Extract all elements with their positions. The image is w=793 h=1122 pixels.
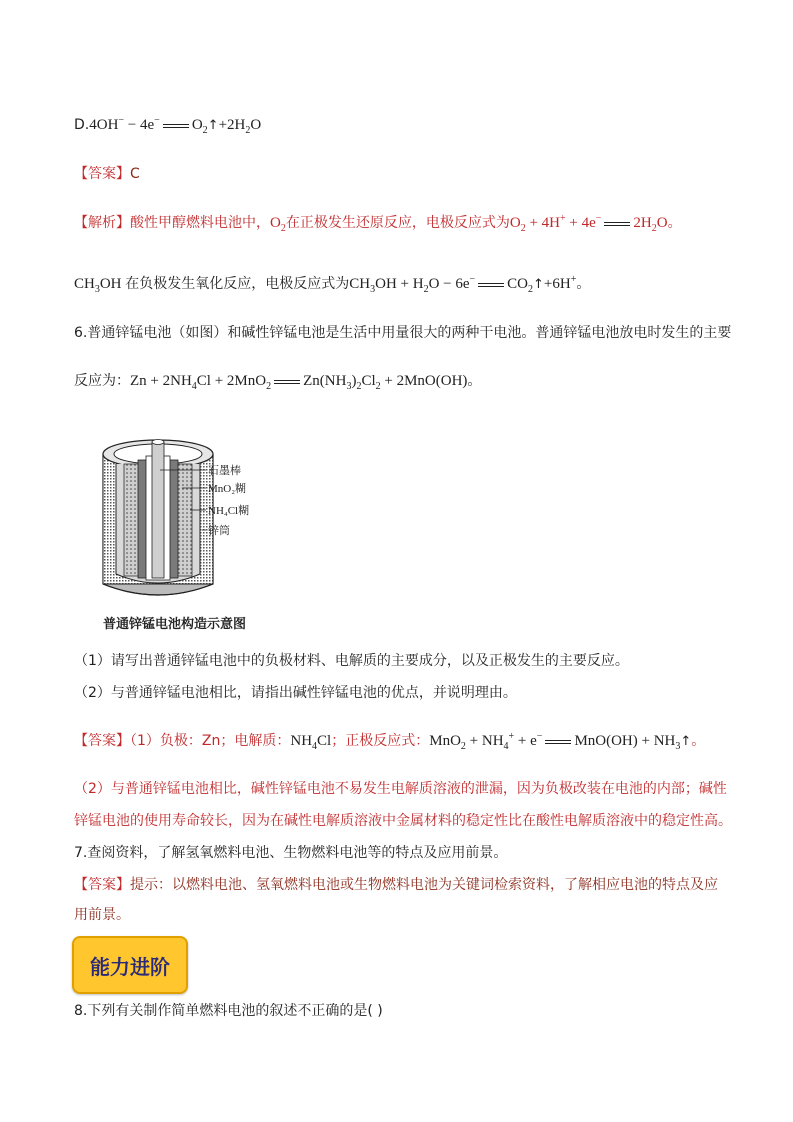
answer-tag: 【答案】 (74, 166, 130, 182)
label-nh4cl-paste: NH₄Cl糊 (208, 505, 250, 517)
q6-stem-suffix: 。 (467, 373, 482, 389)
q6-stem-prefix: 反应为： (74, 373, 130, 389)
q6-sub1: （1）请写出普通锌锰电池中的负极材料、电解质的主要成分，以及正极发生的主要反应。 (74, 653, 629, 669)
q5-analysis: 【解析】酸性甲醇燃料电池中，$O_2$在正极发生还原反应，电极反应式为$O_2 + 4H^+ + 4e^-$ $2H_2O$。 (74, 213, 682, 234)
q6-stem-line2: 反应为：$Zn + 2NH_4Cl + 2MnO_2$ $Zn(NH_3)_2Cl_2 + 2MnO(OH)$。 (74, 373, 482, 392)
label-zinc-can: 锌筒 (208, 525, 230, 537)
analysis-text: 。 (576, 276, 591, 292)
answer-text: 。 (691, 733, 706, 749)
q6-answer-line2: （2）与普通锌锰电池相比，碱性锌锰电池不易发生电解质溶液的泄漏，因为负极改装在电池的内部；碱性 (74, 781, 727, 797)
analysis-text: 在负极发生氧化反应，电极反应式为 (125, 276, 350, 292)
answer-text: ；正极反应式： (331, 733, 430, 749)
figure-caption: 普通锌锰电池构造示意图 (103, 617, 247, 632)
answer-value: C (130, 166, 140, 182)
q5-answer (74, 164, 140, 184)
label-graphite-rod: 石墨棒 (208, 465, 241, 477)
analysis-text: 酸性甲醇燃料电池中， (130, 215, 270, 231)
q6-stem-line1: 6.普通锌锰电池（如图）和碱性锌锰电池是生活中用量很大的两种干电池。普通锌锰电池放电时发生的主要 (74, 325, 732, 341)
answer-text: （1）负极：Zn；电解质： (130, 733, 291, 749)
q7-answer-line1 (74, 875, 718, 895)
analysis-text: 在正极发生还原反应，电极反应式为 (285, 215, 510, 231)
q6-sub2: （2）与普通锌锰电池相比，请指出碱性锌锰电池的优点，并说明理由。 (74, 685, 517, 701)
q7-stem: 7.查阅资料，了解氢氧燃料电池、生物燃料电池等的特点及应用前景。 (74, 845, 508, 861)
q6-answer-line1: 【答案】（1）负极：Zn；电解质：$NH_4Cl$；正极反应式：$MnO_2 + NH_4^+ + e^-$ $MnO(OH) + NH_3↑$。 (74, 731, 706, 752)
option-d-prefix: D. (74, 117, 90, 133)
option-d: D.4OH− − 4e− $O_2↑+2H_2O$ (74, 115, 262, 136)
q5-analysis-line2: $CH_3OH$ 在负极发生氧化反应，电极反应式为$CH_3OH + H_2O - 6e^-$ $CO_2↑+6H^+$。 (74, 274, 591, 295)
answer-tag: 【答案】 (74, 877, 130, 893)
answer-text: 提示：以燃料电池、氢氧燃料电池或生物燃料电池为关键词检索资料，了解相应电池的特点及应 (130, 877, 718, 893)
battery-diagram (98, 424, 298, 614)
analysis-text: 。 (667, 215, 682, 231)
q7-answer-line2: 用前景。 (74, 907, 130, 923)
label-mno2-paste: MnO₂糊 (208, 483, 247, 495)
q8-stem: 8.下列有关制作简单燃料电池的叙述不正确的是( ) (74, 1003, 383, 1019)
analysis-tag: 【解析】 (74, 215, 130, 231)
q6-answer-line3: 锌锰电池的使用寿命较长，因为在碱性电解质溶液中金属材料的稳定性比在酸性电解质溶液中的稳定性高。 (74, 813, 732, 829)
section-badge: 能力进阶 (72, 936, 188, 994)
answer-tag: 【答案】 (74, 733, 130, 749)
